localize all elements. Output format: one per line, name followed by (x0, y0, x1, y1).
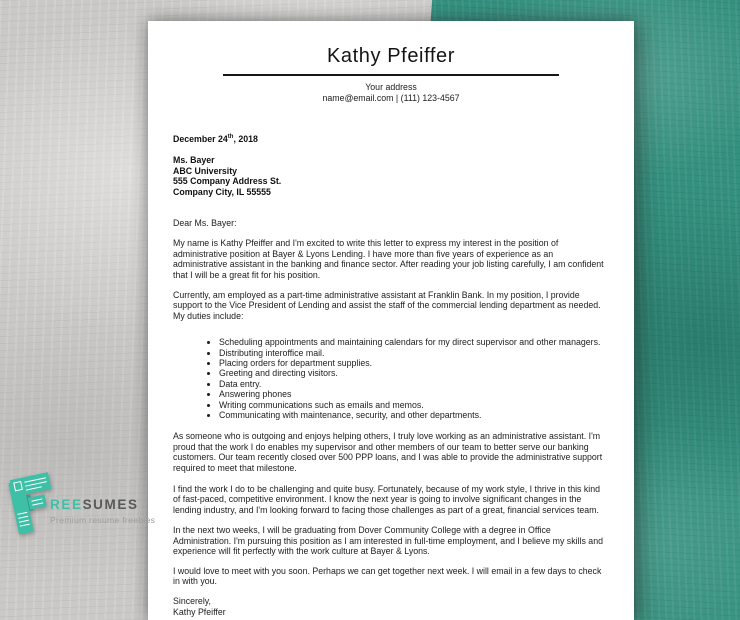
letter-contact-line: name@email.com | (111) 123-4567 (322, 93, 460, 103)
date-ordinal-superscript: th (227, 134, 234, 140)
paragraph-education: In the next two weeks, I will be graduating from Dover Community College with a degree in Office Administration. I'm pursuing this position as I am interested in full-time employment, and I believe my skills and experience will fit perfectly with the work culture at Bayer & Lyons. (173, 525, 603, 557)
header-divider (223, 74, 559, 76)
letter-date: December 24th, 2018 (173, 133, 258, 144)
recipient-city: Company City, IL 55555 (173, 186, 271, 197)
letter-author-name: Kathy Pfeiffer (326, 45, 456, 67)
recipient-organization: ABC University (173, 165, 238, 176)
duty-item: • Scheduling appointments and maintaining calendars for my direct supervisor and other managers. (219, 337, 609, 347)
paragraph-call-to-action: I would love to meet with you soon. Perhaps we can get together next week. I will email in a few days to check in with you. (173, 565, 602, 586)
paragraph-strengths: As someone who is outgoing and enjoys helping others, I truly love working as an administrative assistant. I'm proud that the work I do enables my supervisor and other members of our team to better serve our banking customers. Our team recently closed over 500 PPP loans, and I was able to provide the administrative support required to meet that milestone. (173, 431, 603, 473)
signoff: Sincerely, (173, 596, 211, 607)
brand-wordmark-teal: REE (50, 497, 83, 512)
duty-item: • Communicating with maintenance, security, and other departments. (219, 410, 609, 420)
brand-tagline: Premium resume freebies (50, 515, 156, 525)
duty-item: • Distributing interoffice mail. (219, 348, 609, 358)
cover-letter-page (148, 21, 634, 620)
letter-address-line: Your address (365, 82, 417, 92)
duty-item: • Placing orders for department supplies. (219, 358, 609, 368)
duty-item: • Greeting and directing visitors. (219, 368, 609, 378)
freesumes-logo (6, 472, 176, 542)
paragraph-introduction: My name is Kathy Pfeiffer and I'm excited to write this letter to express my interest in the position of administrative position at Bayer & Lyons Lending. I have more than five years of experience as an administrative assistant in the banking and finance sector. After reading your job listing carefully, I am confident that I will be a great fit for his position. (173, 238, 604, 280)
signature-name: Kathy Pfeiffer (173, 606, 226, 617)
duties-list (173, 337, 609, 420)
paragraph-current-role: Currently, am employed as a part-time administrative assistant at Franklin Bank. In my position, I provide support to the Vice President of Lending and assist the staff of the commercial lending department as needed. My duties include: (173, 289, 601, 321)
paragraph-work-style: I find the work I do to be challenging and quite busy. Fortunately, because of my work style, I thrive in this kind of fast-paced, competitive environment. I know the next year is going to involve significant changes in the lending industry, and I'm looking forward to facing those challenges as part of a great, financial services team. (173, 484, 601, 515)
duty-item: • Data entry. (219, 379, 609, 389)
recipient-block (173, 155, 609, 197)
brand-wordmark (50, 498, 155, 512)
duty-item: • Answering phones (219, 389, 609, 399)
duty-item: • Writing communications such as emails and memos. (219, 400, 609, 410)
brand-wordmark-gray: SUMES (82, 497, 139, 512)
recipient-name: Ms. Bayer (173, 155, 215, 166)
recipient-street: 555 Company Address St. (173, 176, 282, 187)
salutation: Dear Ms. Bayer: (173, 217, 237, 228)
